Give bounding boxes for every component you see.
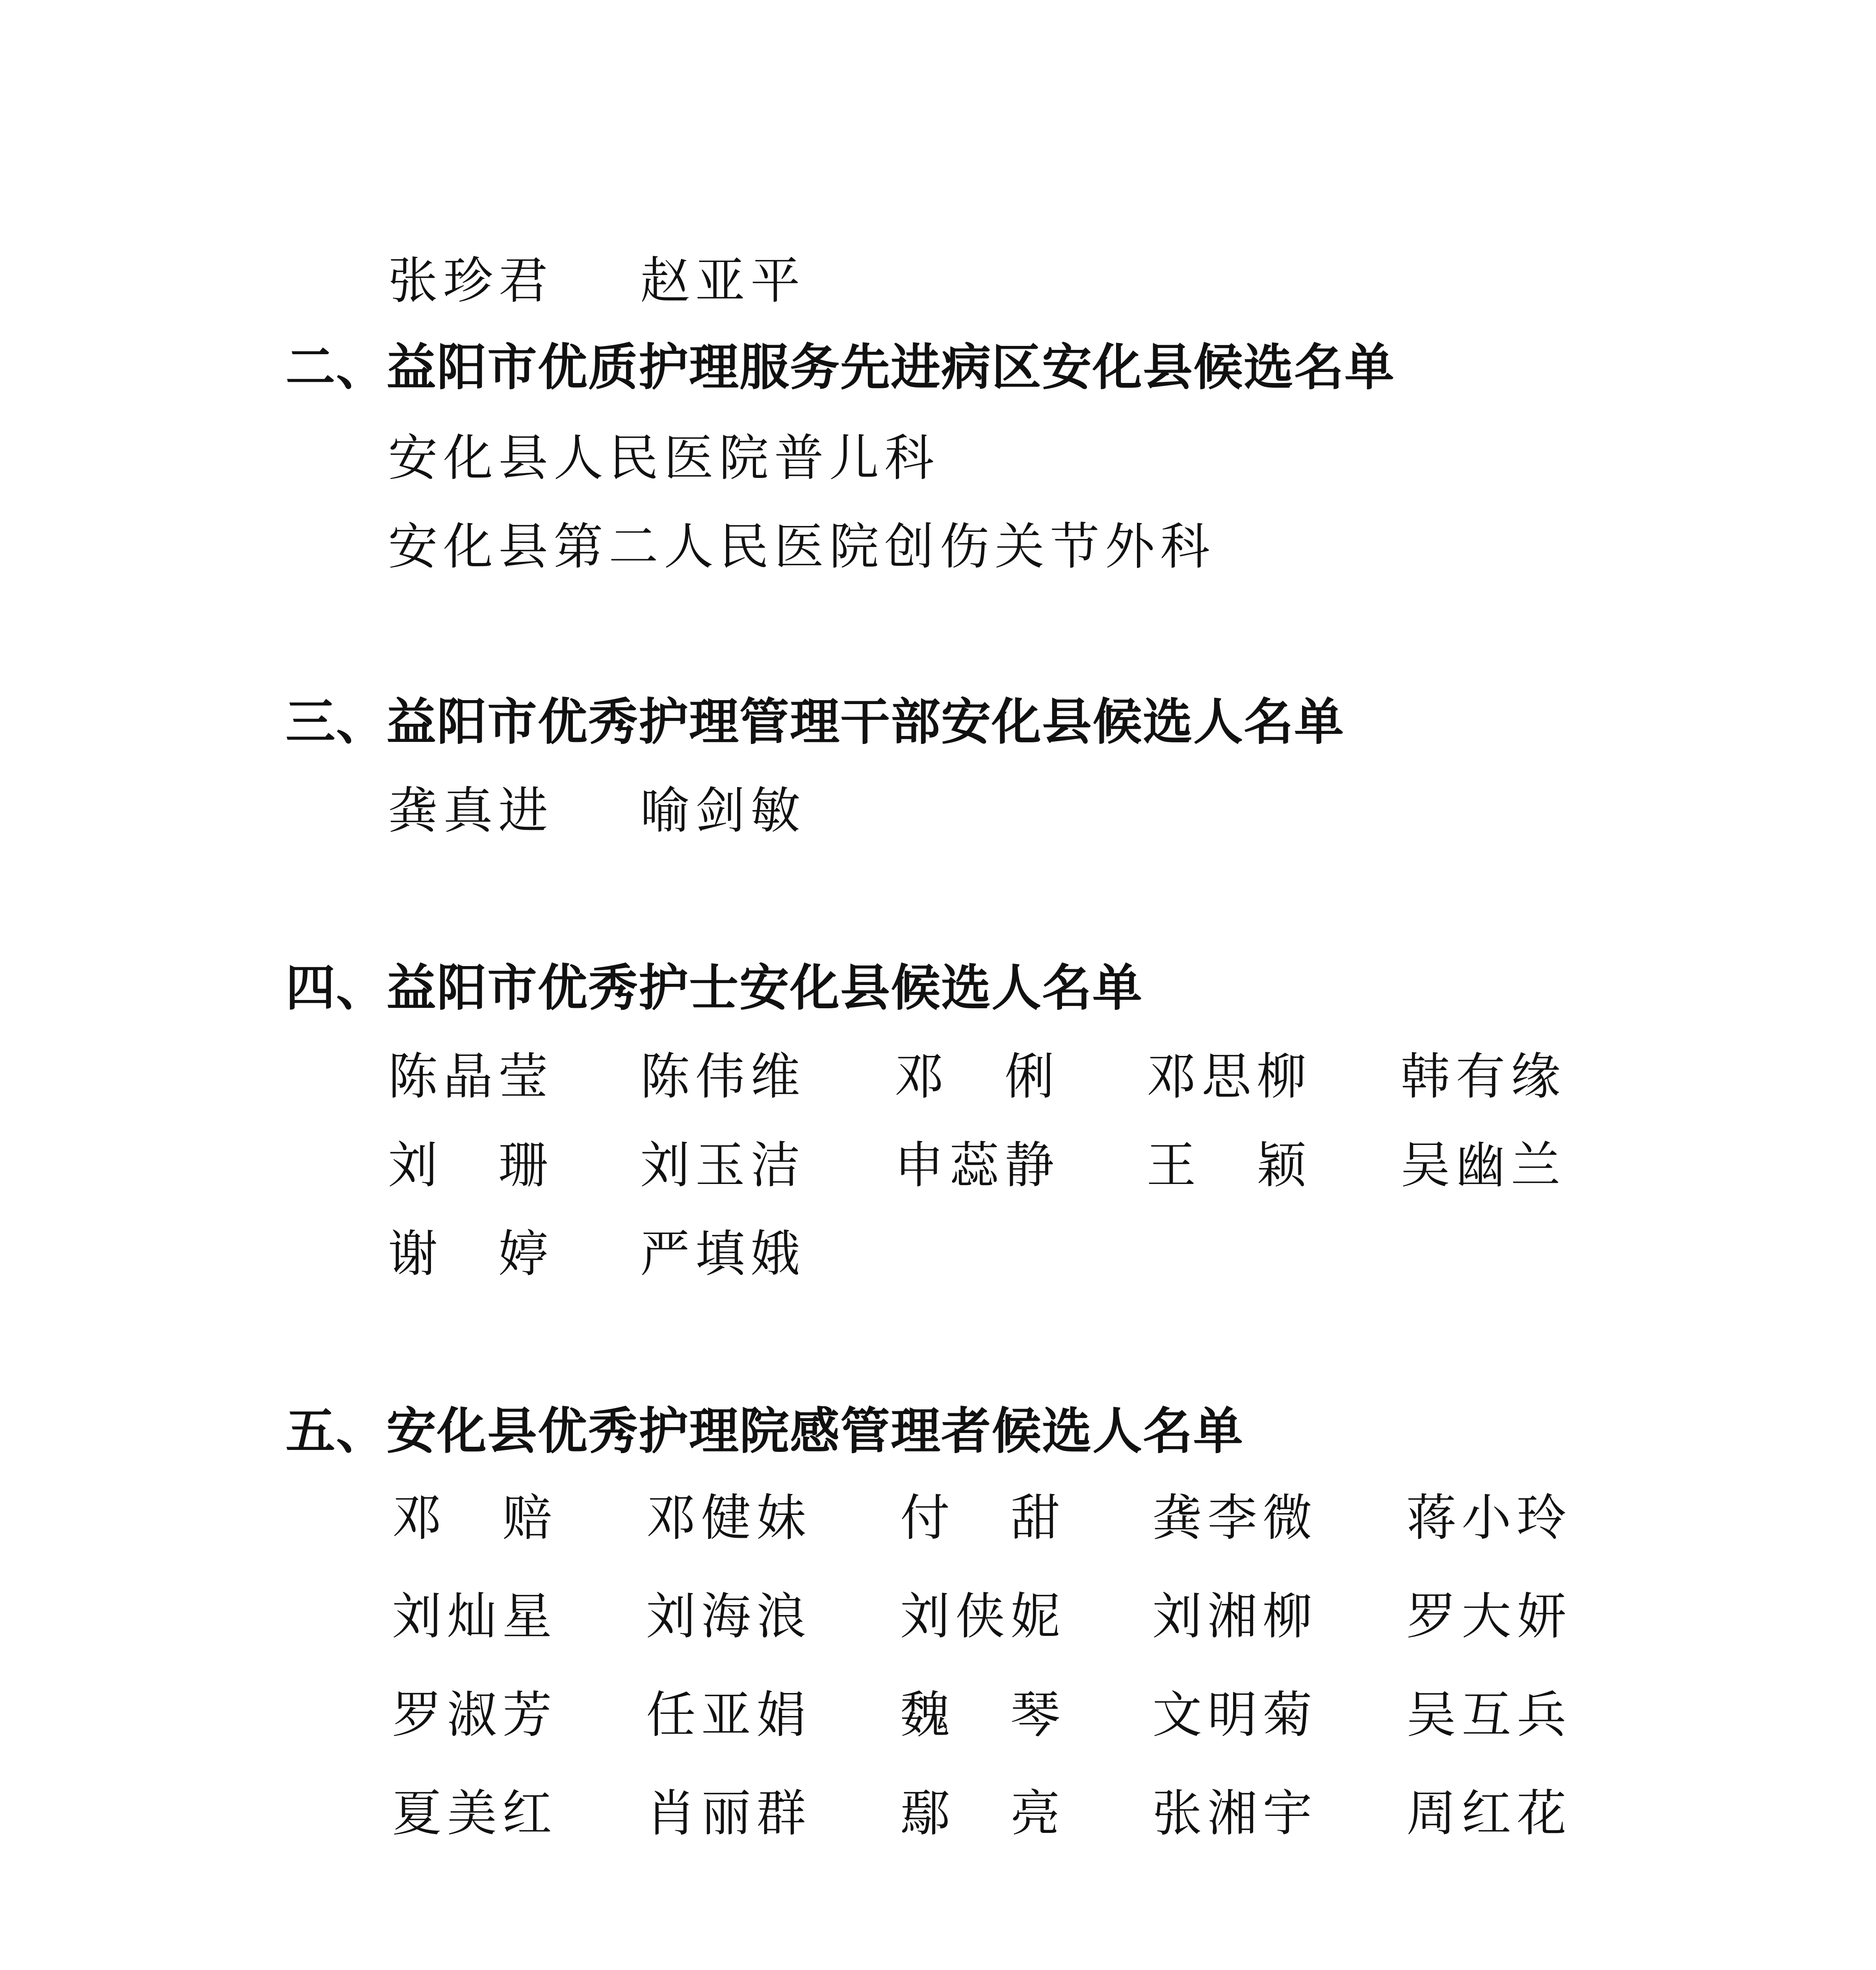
name-item: 严填娥 <box>640 1225 806 1283</box>
section-heading: 五、安化县优秀护理院感管理者候选人名单 <box>286 1402 1244 1460</box>
name-item: 邓思柳 <box>1146 1048 1312 1106</box>
name-item: 刘玉洁 <box>640 1136 806 1194</box>
name-item: 刘侠妮 <box>900 1587 1066 1645</box>
name-item: 韩有缘 <box>1400 1048 1566 1106</box>
name-item: 鄢 亮 <box>900 1784 1066 1842</box>
name-item: 任亚娟 <box>646 1686 812 1744</box>
name-item: 罗大妍 <box>1406 1587 1572 1645</box>
name-item: 邓健妹 <box>646 1489 812 1547</box>
name-item: 陈晶莹 <box>388 1048 554 1106</box>
name-item: 文明菊 <box>1152 1686 1318 1744</box>
name-item: 张湘宇 <box>1152 1784 1318 1842</box>
name-item: 喻剑敏 <box>640 782 806 840</box>
name-item: 张珍君 <box>388 252 554 310</box>
name-item: 龚真进 <box>388 782 554 840</box>
name-item: 邓 俐 <box>894 1048 1060 1106</box>
name-item: 刘海浪 <box>646 1587 812 1645</box>
name-item: 刘湘柳 <box>1152 1587 1318 1645</box>
name-item: 吴幽兰 <box>1400 1136 1566 1194</box>
name-item: 肖丽群 <box>646 1784 812 1842</box>
name-item: 周红花 <box>1406 1784 1572 1842</box>
name-item: 赵亚平 <box>640 252 806 310</box>
name-item: 王 颖 <box>1146 1136 1312 1194</box>
ward-item: 安化县第二人民医院创伤关节外科 <box>388 518 1215 576</box>
name-item: 魏 琴 <box>900 1686 1066 1744</box>
ward-item: 安化县人民医院普儿科 <box>388 429 940 487</box>
name-item: 付 甜 <box>900 1489 1066 1547</box>
section-heading: 三、益阳市优秀护理管理干部安化县候选人名单 <box>286 693 1345 751</box>
name-item: 谢 婷 <box>388 1225 554 1283</box>
name-item: 夏美红 <box>392 1784 557 1842</box>
name-item: 刘 珊 <box>388 1136 554 1194</box>
name-item: 吴互兵 <box>1406 1686 1572 1744</box>
name-item: 刘灿星 <box>392 1587 557 1645</box>
name-item: 蒋小玲 <box>1406 1489 1572 1547</box>
name-item: 邓 赔 <box>392 1489 557 1547</box>
section-heading: 四、益阳市优秀护士安化县候选人名单 <box>286 959 1143 1017</box>
name-item: 龚李微 <box>1152 1489 1318 1547</box>
name-item: 申蕊静 <box>894 1136 1060 1194</box>
section-heading: 二、益阳市优质护理服务先进病区安化县候选名单 <box>286 338 1395 396</box>
name-item: 陈伟维 <box>640 1048 806 1106</box>
name-item: 罗淑芳 <box>392 1686 557 1744</box>
